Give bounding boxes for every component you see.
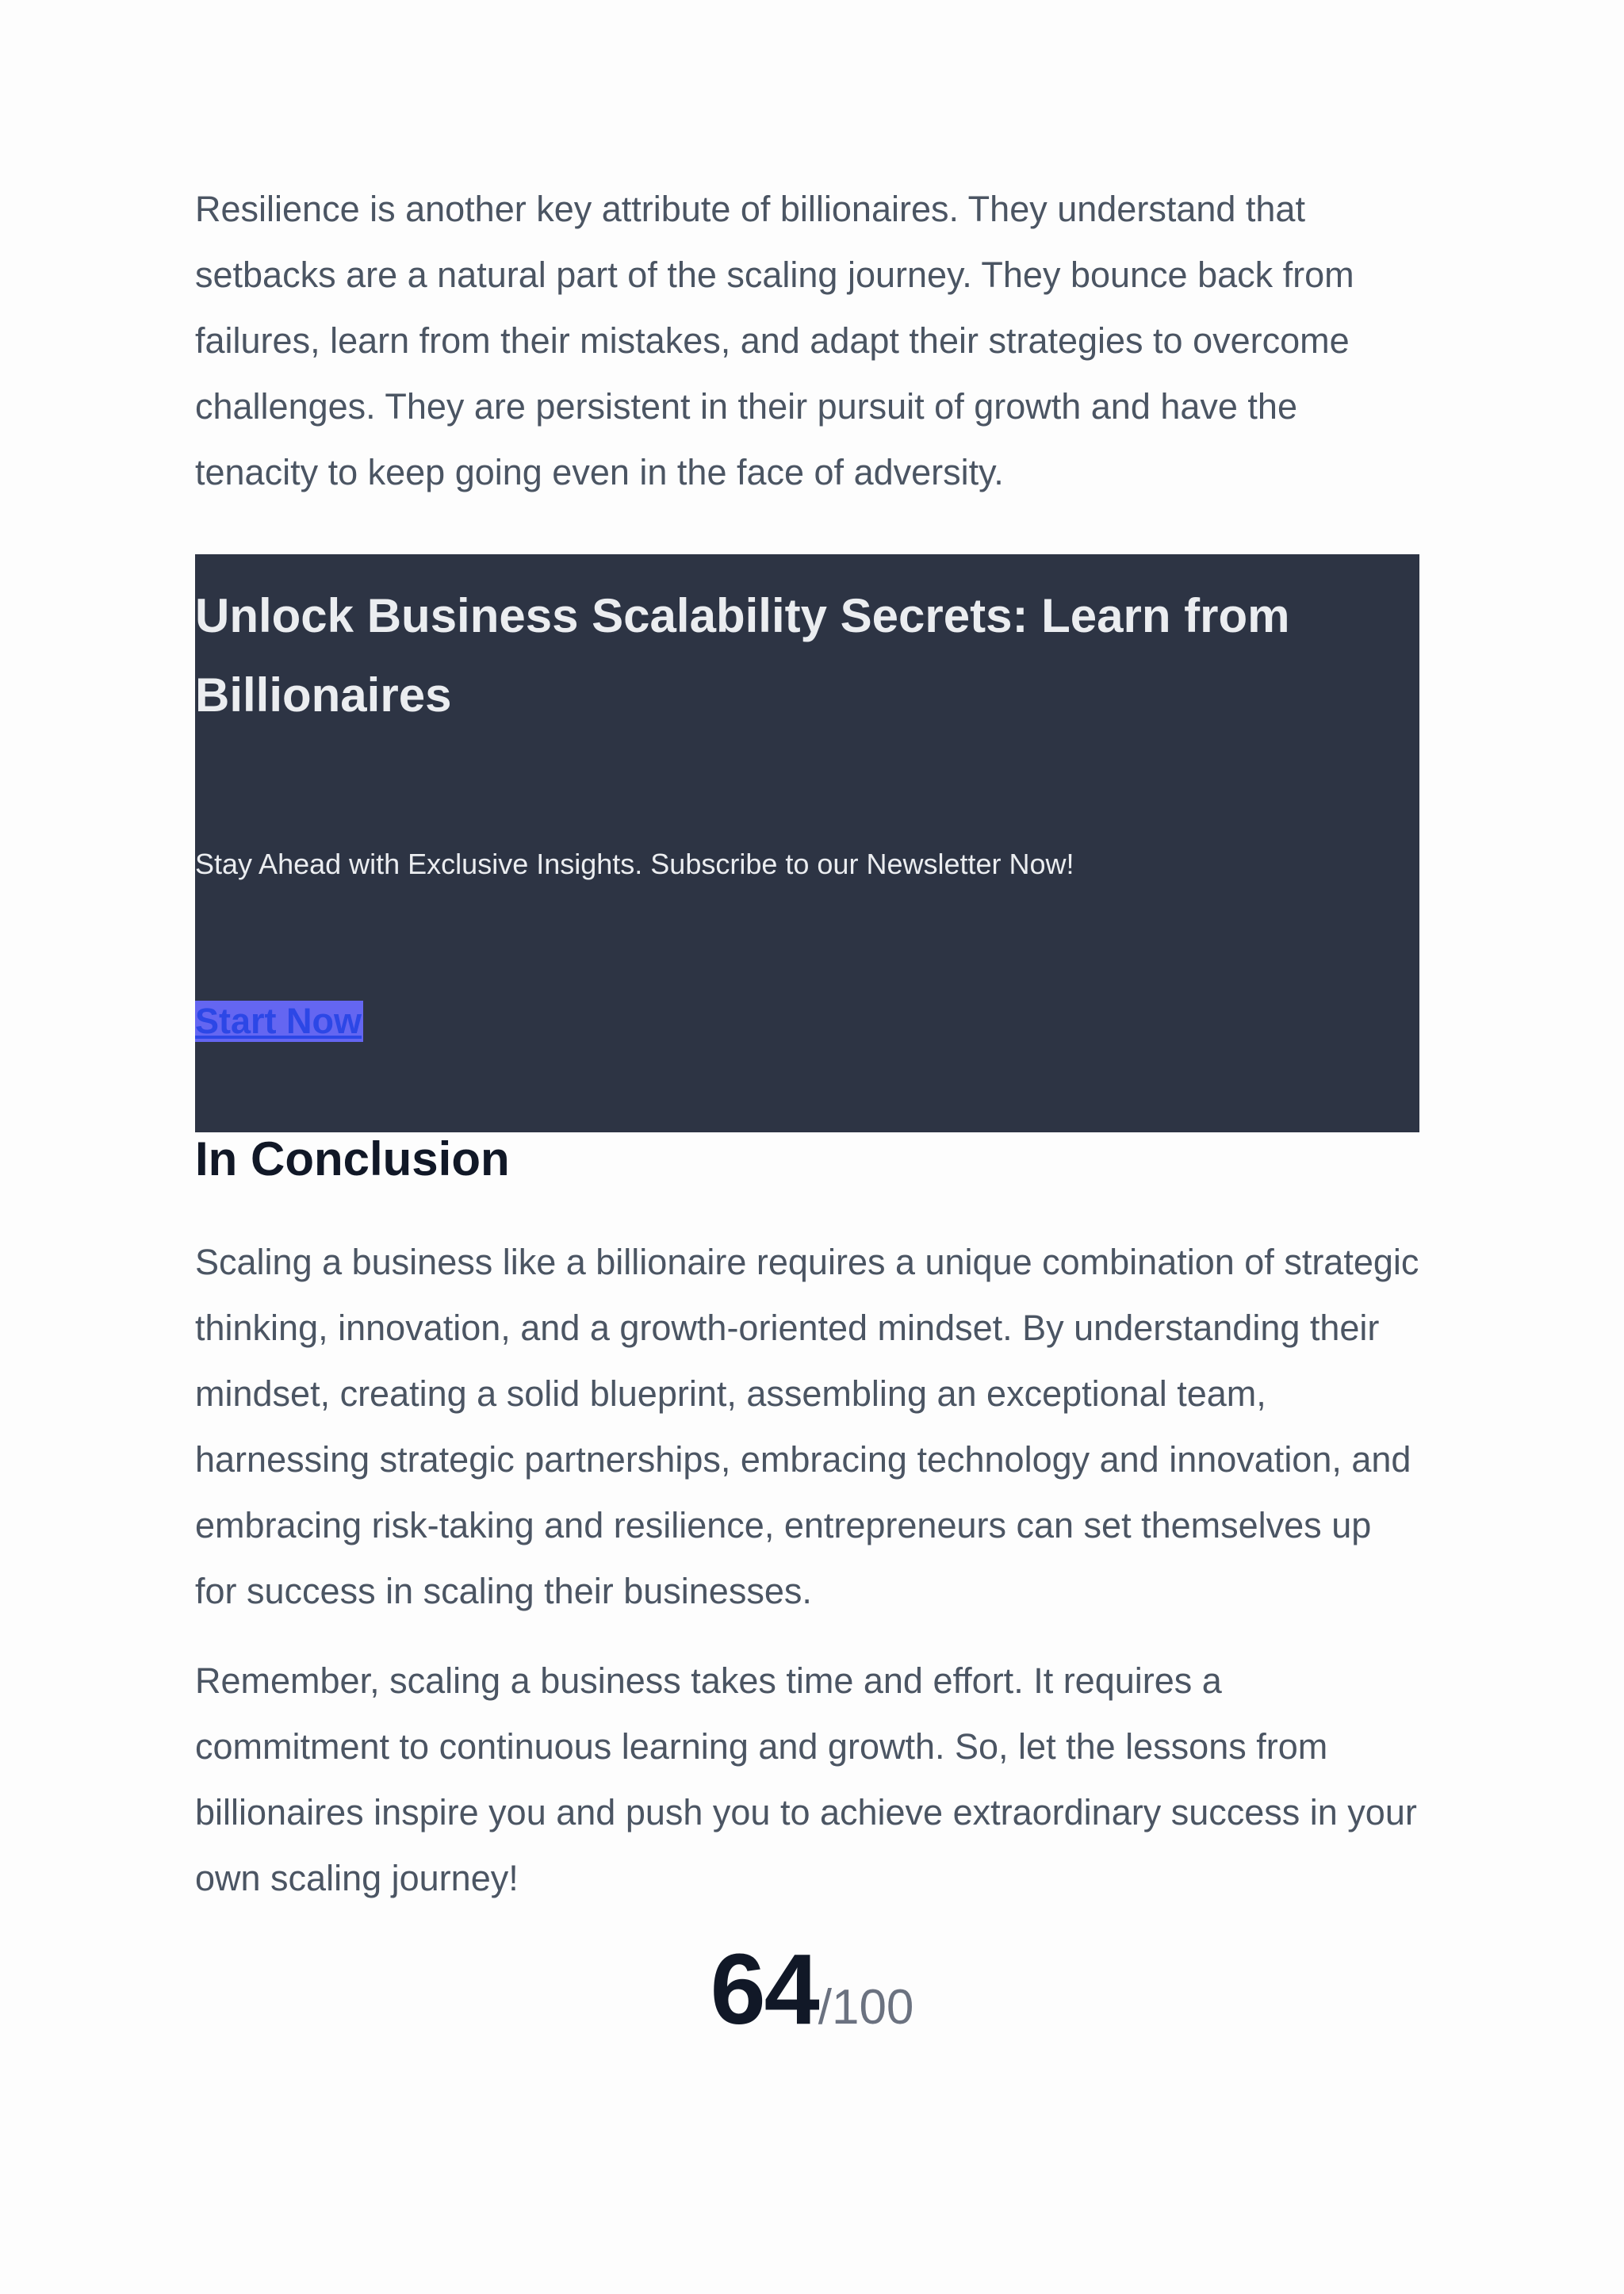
- score-display: [0, 1932, 1624, 2047]
- conclusion-heading: In Conclusion: [195, 1132, 510, 1185]
- conclusion-paragraph: Scaling a business like a billionaire requires a unique combination of strategic thinking, innovation, and a growth-oriented mindset. By understanding their mindset, creating a solid blueprint, assembling an exceptional team, harnessing strategic partnerships, embracing technology and innovation, and embracing risk-taking and resilience, entrepreneurs can set themselves up for success in scaling their businesses.: [195, 1242, 1419, 1611]
- newsletter-cta-banner: [195, 554, 1419, 1132]
- cta-subtitle: Stay Ahead with Exclusive Insights. Subscribe to our Newsletter Now!: [195, 848, 1074, 880]
- score-total: /100: [818, 1980, 914, 2035]
- cta-title: Unlock Business Scalability Secrets: Learn from Billionaires: [195, 589, 1290, 722]
- start-now-button[interactable]: Start Now: [195, 1001, 362, 1041]
- conclusion-paragraph: Remember, scaling a business takes time and effort. It requires a commitment to continuous learning and growth. So, let the lessons from billionaires inspire you and push you to achieve extraordinary success in your own scaling journey!: [195, 1660, 1417, 1898]
- article-content: [195, 176, 1419, 1911]
- intro-paragraph: Resilience is another key attribute of billionaires. They understand that setbacks are a natural part of the scaling journey. They bounce back from failures, learn from their mistakes, and adapt their strategies to overcome challenges. They are persistent in their pursuit of growth and have the tenacity to keep going even in the face of adversity.: [195, 189, 1354, 492]
- score-value: 64: [710, 1933, 818, 2045]
